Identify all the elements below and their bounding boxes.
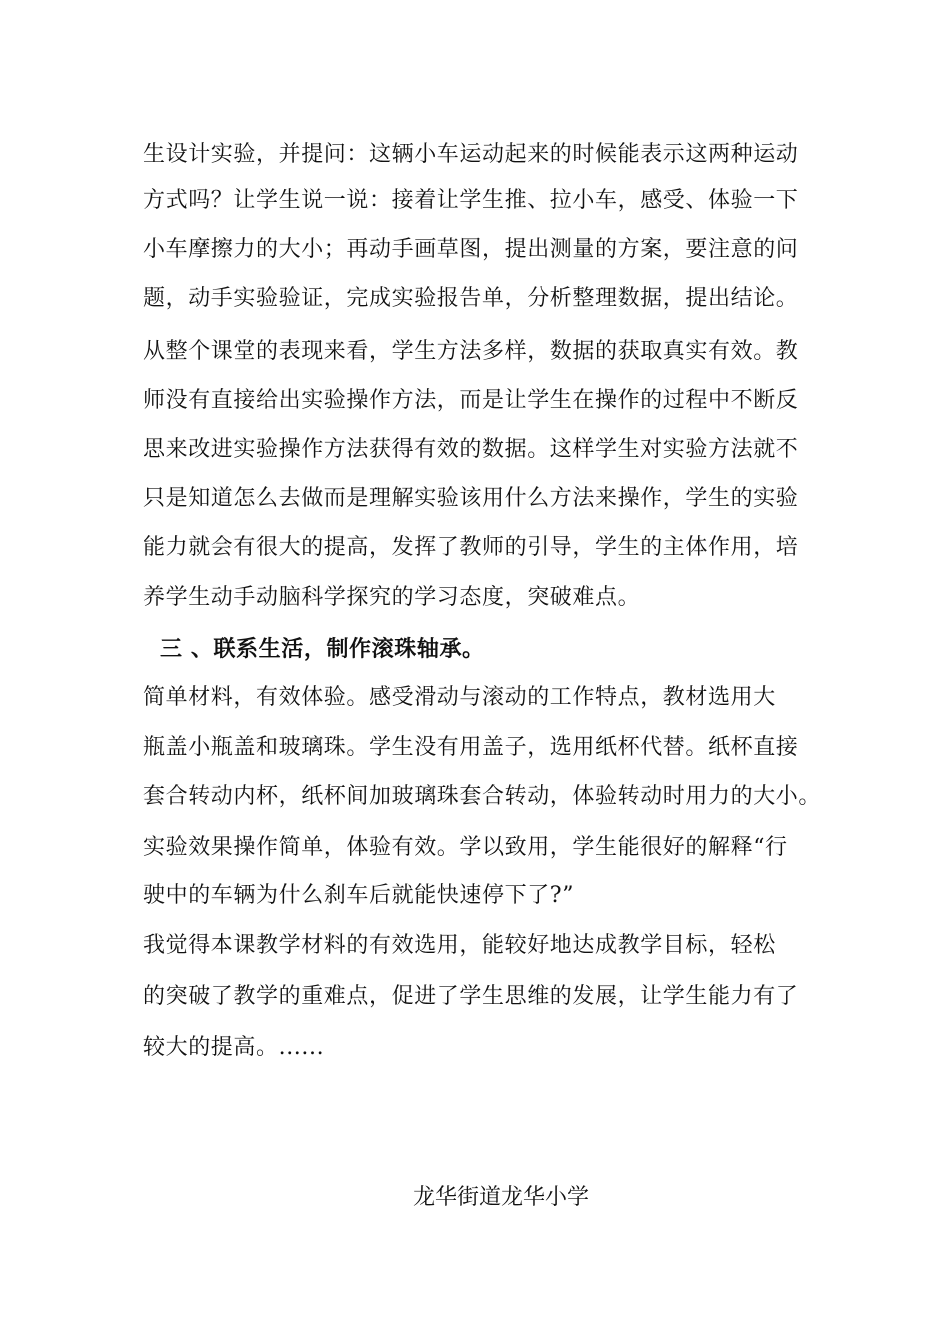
paragraph-line: 题，动手实验验证，完成实验报告单，分析整理数据，提出结论。 <box>143 286 799 311</box>
paragraph-line: 较大的提高。...... <box>143 1035 325 1060</box>
paragraph-line: 瓶盖小瓶盖和玻璃珠。学生没有用盖子，选用纸杯代替。纸杯直接 <box>143 735 799 760</box>
paragraph-line: 方式吗？让学生说一说：接着让学生推、拉小车，感受、体验一下 <box>143 188 799 213</box>
school-signature: 龙华街道龙华小学 <box>413 1185 590 1210</box>
paragraph-line: 从整个课堂的表现来看，学生方法多样，数据的获取真实有效。教 <box>143 339 799 364</box>
paragraph-line: 师没有直接给出实验操作方法，而是让学生在操作的过程中不断反 <box>143 388 799 413</box>
paragraph-line: 我觉得本课教学材料的有效选用，能较好地达成教学目标，轻松 <box>143 933 776 958</box>
paragraph-line: 实验效果操作简单，体验有效。学以致用，学生能很好的解释“行 <box>143 835 788 860</box>
section-heading: 三 、联系生活，制作滚珠轴承。 <box>160 637 485 662</box>
paragraph-line: 思来改进实验操作方法获得有效的数据。这样学生对实验方法就不 <box>143 437 799 462</box>
paragraph-line: 只是知道怎么去做而是理解实验该用什么方法来操作，学生的实验 <box>143 486 799 511</box>
paragraph-line: 驶中的车辆为什么刹车后就能快速停下了?” <box>143 883 575 908</box>
paragraph-line: 养学生动手动脑科学探究的学习态度，突破难点。 <box>143 585 641 610</box>
paragraph-line: 简单材料，有效体验。感受滑动与滚动的工作特点，教材选用大 <box>143 685 776 710</box>
paragraph-line: 套合转动内杯，纸杯间加玻璃珠套合转动，体验转动时用力的大小。 <box>143 784 822 809</box>
paragraph-line: 生设计实验，并提问：这辆小车运动起来的时候能表示这两种运动 <box>143 142 799 167</box>
paragraph-line: 的突破了教学的重难点，促进了学生思维的发展，让学生能力有了 <box>143 984 799 1009</box>
paragraph-line: 能力就会有很大的提高，发挥了教师的引导，学生的主体作用，培 <box>143 535 799 560</box>
paragraph-line: 小车摩擦力的大小；再动手画草图，提出测量的方案，要注意的问 <box>143 237 799 262</box>
